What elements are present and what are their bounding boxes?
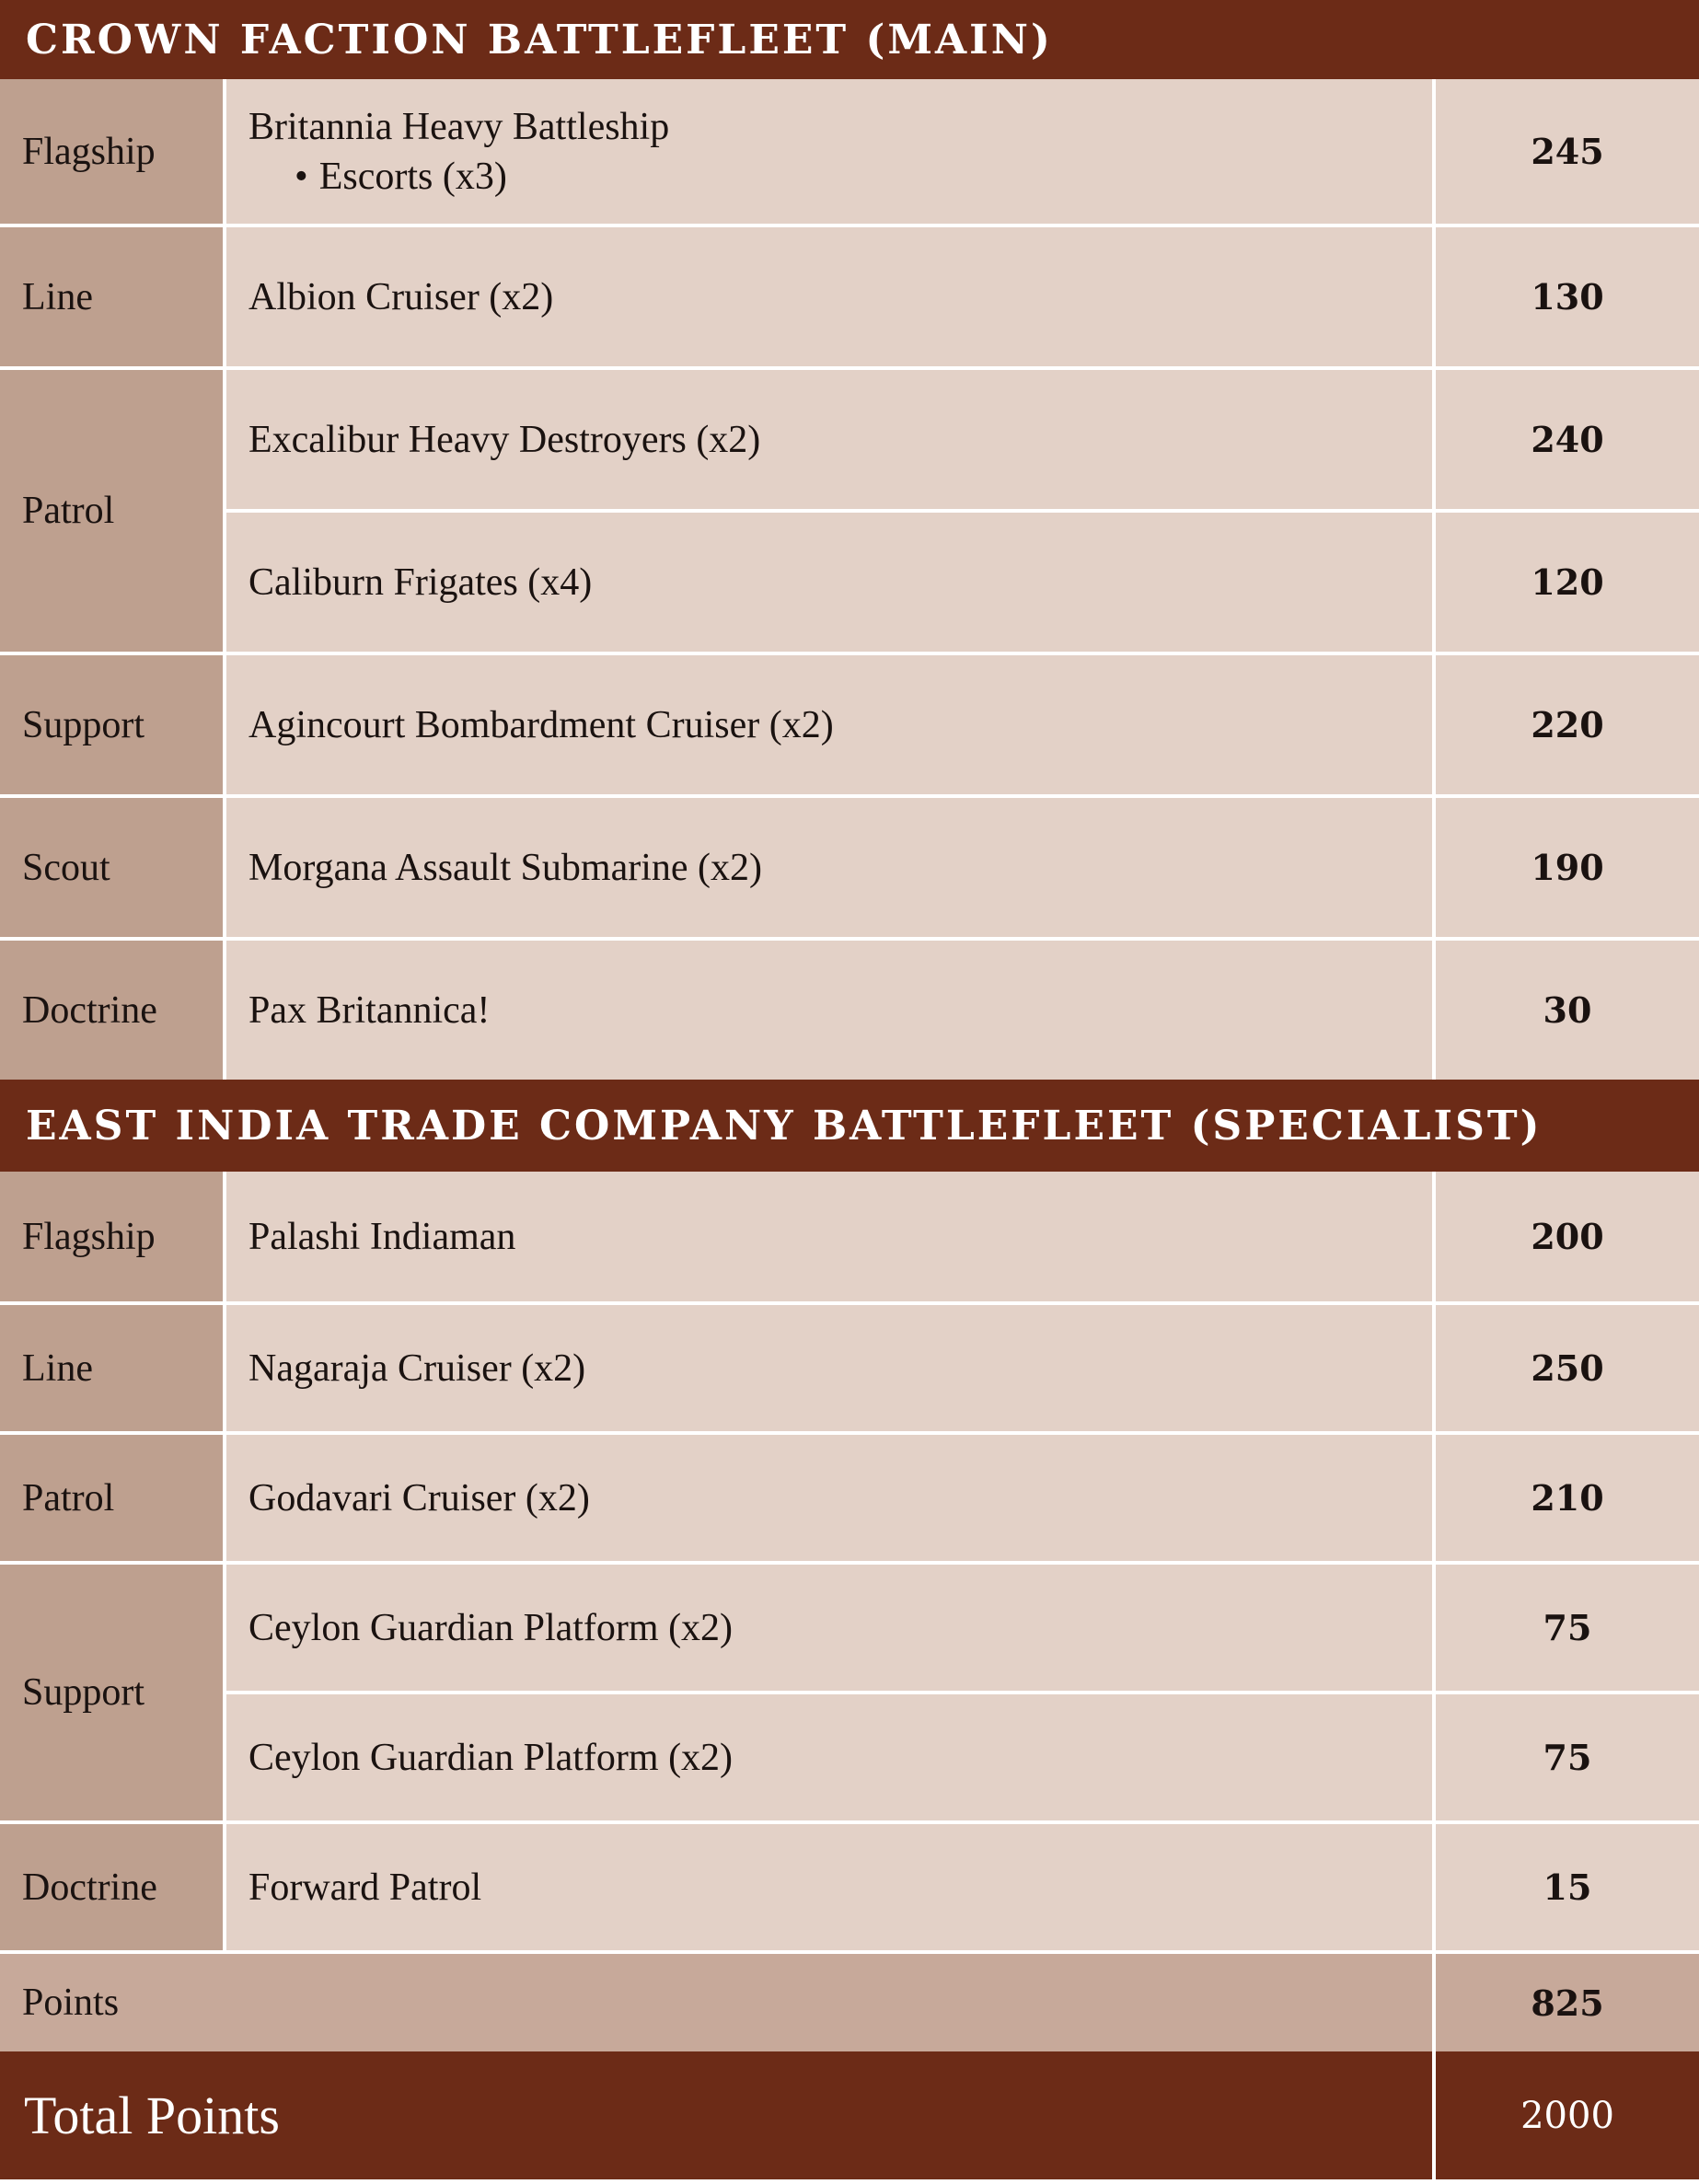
category-label: Line — [0, 1305, 223, 1431]
unit-row — [226, 1172, 1699, 1301]
unit-points: 250 — [1531, 1347, 1604, 1389]
unit-row — [226, 509, 1699, 652]
bullet-icon: • — [295, 155, 308, 198]
crown-patrol-group — [0, 366, 1699, 652]
crown-doctrine-group — [0, 937, 1699, 1080]
unit-row — [226, 798, 1699, 937]
eitc-doctrine-group — [0, 1820, 1699, 1950]
unit-name: Caliburn Frigates (x4) — [248, 560, 593, 604]
unit-points: 220 — [1531, 704, 1604, 745]
unit-points: 30 — [1543, 989, 1592, 1031]
unit-points: 130 — [1531, 276, 1604, 318]
unit-points: 15 — [1543, 1866, 1592, 1908]
category-label: Flagship — [0, 1172, 223, 1301]
unit-points: 245 — [1531, 131, 1604, 172]
unit-name: Morgana Assault Submarine (x2) — [248, 846, 762, 889]
unit-name: Albion Cruiser (x2) — [248, 275, 554, 318]
eitc-patrol-group — [0, 1431, 1699, 1561]
unit-subentry-text: Escorts (x3) — [318, 155, 507, 198]
unit-name: Pax Britannica! — [248, 988, 491, 1032]
unit-name: Ceylon Guardian Platform (x2) — [248, 1606, 734, 1649]
unit-subentry — [248, 155, 1432, 199]
unit-row — [226, 1691, 1699, 1820]
unit-points: 120 — [1531, 561, 1604, 603]
unit-row — [226, 227, 1699, 366]
category-label: Line — [0, 227, 223, 366]
unit-points: 200 — [1531, 1216, 1604, 1257]
unit-name-text: Britannia Heavy Battleship — [248, 105, 670, 148]
unit-row — [226, 79, 1699, 224]
crown-scout-group — [0, 794, 1699, 937]
category-label: Flagship — [0, 79, 223, 224]
points-label: Points — [22, 1982, 120, 2024]
crown-support-group — [0, 652, 1699, 794]
eitc-support-group — [0, 1561, 1699, 1820]
unit-row — [226, 941, 1699, 1080]
category-label: Support — [0, 1565, 223, 1820]
unit-points: 240 — [1531, 419, 1604, 460]
unit-name: Forward Patrol — [248, 1866, 482, 1909]
crown-flagship-group — [0, 79, 1699, 224]
unit-row — [226, 1565, 1699, 1691]
unit-points: 75 — [1543, 1607, 1592, 1648]
unit-name — [226, 79, 1432, 224]
category-label: Doctrine — [0, 941, 223, 1080]
category-label: Patrol — [0, 370, 223, 652]
points-value: 825 — [1531, 1982, 1604, 2024]
eitc-line-group — [0, 1301, 1699, 1431]
eitc-flagship-group — [0, 1172, 1699, 1301]
crown-line-group — [0, 224, 1699, 366]
unit-row — [226, 1435, 1699, 1561]
category-label: Support — [0, 655, 223, 794]
unit-name: Palashi Indiaman — [248, 1215, 516, 1258]
eitc-section-title: EAST INDIA TRADE COMPANY BATTLEFLEET (SPECIALIST) — [0, 1080, 1699, 1172]
eitc-points-row — [0, 1950, 1699, 2051]
total-points-row — [0, 2051, 1699, 2179]
category-label: Scout — [0, 798, 223, 937]
unit-points: 210 — [1531, 1477, 1604, 1519]
total-points-value: 2000 — [1520, 2094, 1614, 2137]
unit-row — [226, 1305, 1699, 1431]
unit-name: Nagaraja Cruiser (x2) — [248, 1346, 586, 1390]
unit-name: Godavari Cruiser (x2) — [248, 1476, 590, 1520]
unit-name: Excalibur Heavy Destroyers (x2) — [248, 418, 761, 461]
category-label: Patrol — [0, 1435, 223, 1561]
unit-name: Ceylon Guardian Platform (x2) — [248, 1736, 734, 1779]
unit-name: Agincourt Bombardment Cruiser (x2) — [248, 703, 834, 746]
unit-points: 190 — [1531, 847, 1604, 888]
category-label: Doctrine — [0, 1824, 223, 1950]
crown-section-title: CROWN FACTION BATTLEFLEET (MAIN) — [0, 0, 1699, 79]
unit-row — [226, 655, 1699, 794]
total-points-label: Total Points — [24, 2086, 280, 2145]
unit-row — [226, 370, 1699, 509]
unit-row — [226, 1824, 1699, 1950]
unit-points: 75 — [1543, 1737, 1592, 1778]
